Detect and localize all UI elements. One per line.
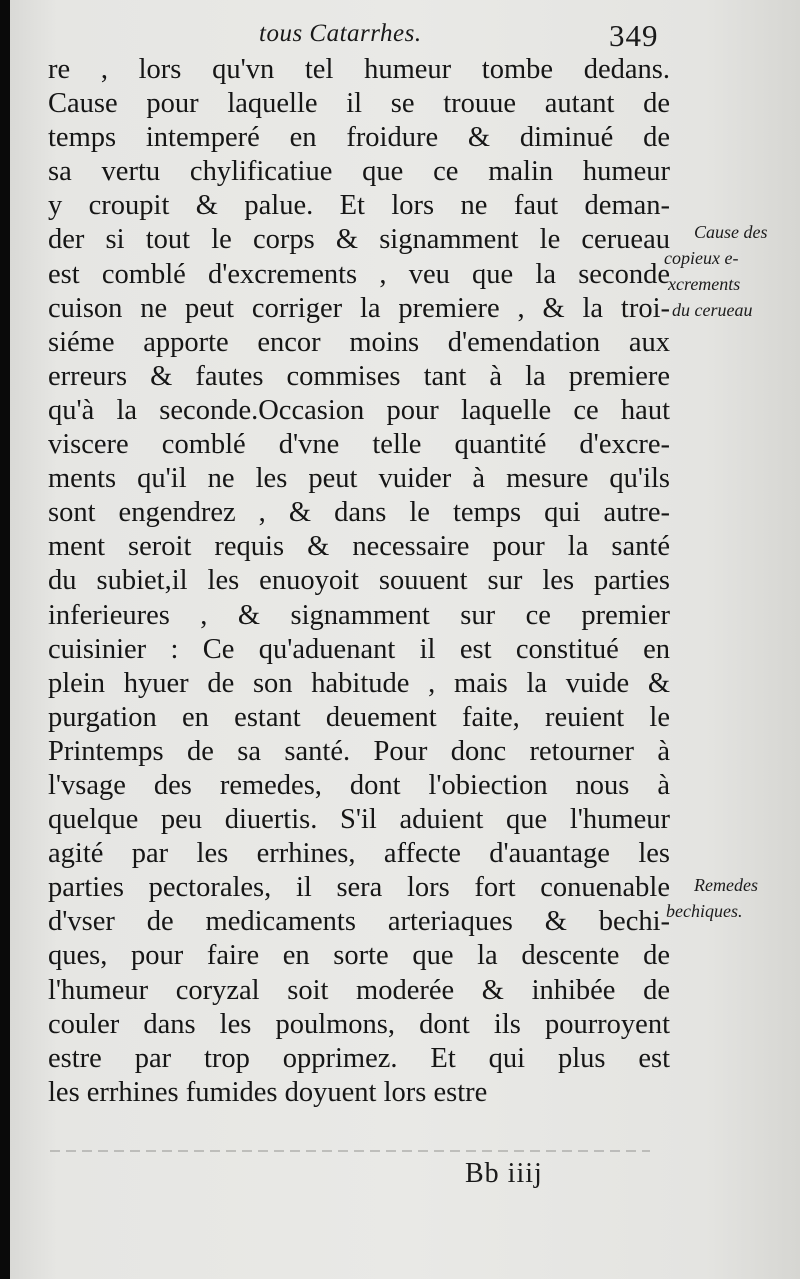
page-footer xyxy=(10,1150,800,1190)
text-line: der si tout le corps & signamment le cerueau xyxy=(48,224,670,256)
text-line: les errhines fumides doyuent lors estre xyxy=(48,1076,488,1108)
text-line: ment seroit requis & necessaire pour la santé xyxy=(48,531,670,563)
text-line: siéme apporte encor moins d'emendation aux xyxy=(48,326,670,358)
margin-note-line: bechiques. xyxy=(666,901,743,921)
text-line: ments qu'il ne les peut vuider à mesure qu'ils xyxy=(48,463,670,495)
text-line: cuison ne peut corriger la premiere , & la troi- xyxy=(48,292,670,324)
margin-note-line: xcrements xyxy=(668,274,741,294)
text-line: ques, pour faire en sorte que la descente de xyxy=(48,940,670,972)
margin-note-line: Cause des xyxy=(694,222,768,242)
text-line: inferieures , & signamment sur ce premier xyxy=(48,599,670,631)
text-line: l'vsage des remedes, dont l'obiection nous à xyxy=(48,769,670,801)
body-text xyxy=(48,53,670,1110)
text-line: estre par trop opprimez. Et qui plus est xyxy=(48,1042,670,1074)
text-line: couler dans les poulmons, dont ils pourroyent xyxy=(48,1008,670,1040)
text-line: sa vertu chylificatiue que ce malin humeur xyxy=(48,156,670,188)
text-line: parties pectorales, il sera lors fort conuenable xyxy=(48,872,670,904)
text-line: re , lors qu'vn tel humeur tombe dedans. xyxy=(48,54,670,85)
text-line: sont engendrez , & dans le temps qui autre- xyxy=(48,497,670,529)
margin-note-line: Remedes xyxy=(694,875,758,895)
text-line: quelque peu diuertis. S'il aduient que l'humeur xyxy=(48,804,670,836)
text-line: plein hyuer de son habitude , mais la vuide & xyxy=(48,667,670,699)
text-line: Cause pour laquelle il se trouue autant de xyxy=(48,88,670,120)
signature-mark: Bb iiij xyxy=(465,1158,543,1189)
text-line: cuisinier : Ce qu'aduenant il est constitué en xyxy=(48,633,670,665)
book-page xyxy=(10,0,800,1279)
text-line: temps intemperé en froidure & diminué de xyxy=(48,122,670,154)
page-header xyxy=(10,14,800,54)
text-line: Printemps de sa santé. Pour donc retourner à xyxy=(48,735,670,767)
text-line: est comblé d'excrements , veu que la seconde xyxy=(48,258,670,290)
text-line: erreurs & fautes commises tant à la premiere xyxy=(48,360,670,392)
text-line: purgation en estant deuement faite, reuient le xyxy=(48,701,670,733)
running-head: tous Catarrhes. xyxy=(259,20,422,47)
margin-note-line: copieux e- xyxy=(664,248,739,268)
text-line: agité par les errhines, affecte d'auantage les xyxy=(48,838,670,870)
footer-rule xyxy=(50,1150,650,1152)
margin-note-remedes-bechiques xyxy=(666,872,758,924)
text-line: d'vser de medicaments arteriaques & bechi- xyxy=(48,906,670,938)
text-line: l'humeur coryzal soit moderée & inhibée de xyxy=(48,974,670,1006)
margin-note-cause-des-excrements xyxy=(664,219,768,323)
page-number: 349 xyxy=(609,18,659,53)
text-line: du subiet,il les enuoyoit souuent sur les parties xyxy=(48,565,670,597)
text-line: y croupit & palue. Et lors ne faut deman- xyxy=(48,190,670,222)
text-line: viscere comblé d'vne telle quantité d'excre- xyxy=(48,429,670,461)
text-line: qu'à la seconde.Occasion pour laquelle ce haut xyxy=(48,394,670,426)
margin-note-line: du cerueau xyxy=(672,300,753,320)
